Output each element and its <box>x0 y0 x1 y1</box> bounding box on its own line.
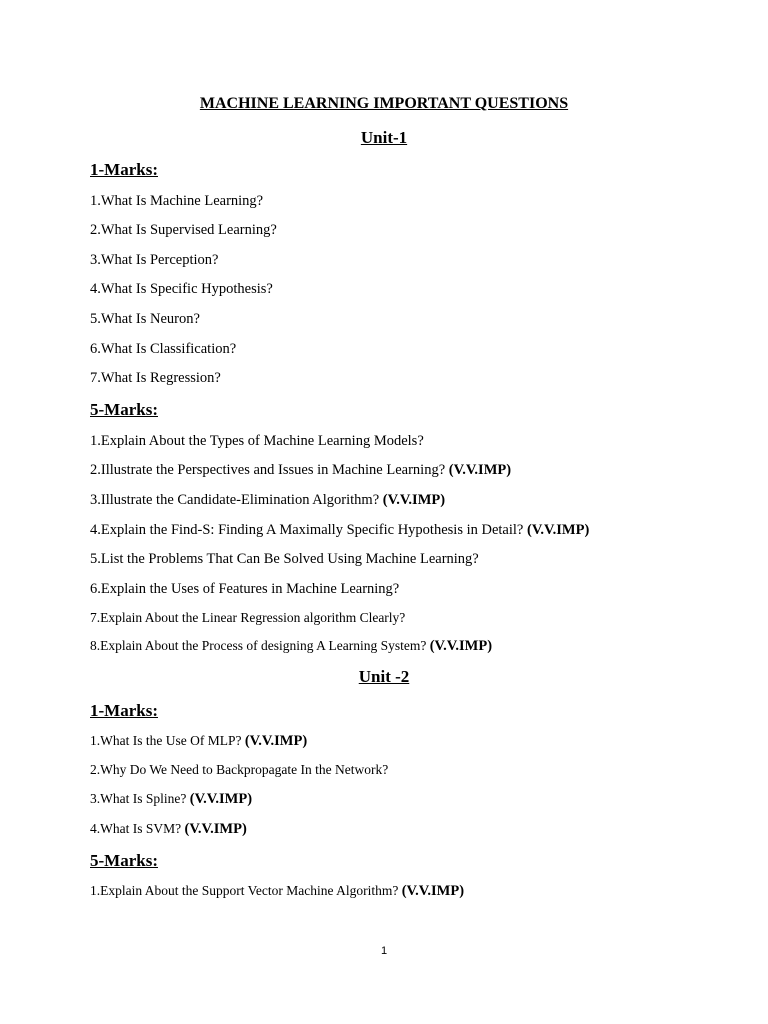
importance-tag: (V.V.IMP) <box>429 638 493 654</box>
unit-1-one-mark-question-1: 1.What Is Machine Learning? <box>90 193 264 209</box>
question-text: 3.What Is Spline? <box>90 791 190 806</box>
importance-tag: (V.V.IMP) <box>401 883 465 899</box>
question-text: 4.What Is SVM? <box>90 821 185 836</box>
unit-2-five-marks-heading: 5-Marks: <box>90 851 158 870</box>
question-text: 2.Why Do We Need to Backpropagate In the Network? <box>90 762 389 777</box>
unit-1-five-mark-question-6 <box>90 582 399 597</box>
question-text: 6.Explain the Uses of Features in Machine Learning? <box>90 581 400 597</box>
question-text: 5.List the Problems That Can Be Solved Using Machine Learning? <box>90 551 479 567</box>
question-text: 7.Explain About the Linear Regression algorithm Clearly? <box>90 610 406 625</box>
importance-tag: (V.V.IMP) <box>184 821 247 837</box>
page-number: 1 <box>380 945 388 957</box>
question-text: 1.What Is the Use Of MLP? <box>90 733 245 748</box>
unit-2-one-mark-question-3 <box>90 792 252 807</box>
unit-2-one-mark-question-2 <box>90 763 388 777</box>
unit-1-five-mark-question-1 <box>90 434 424 449</box>
question-text: 3.Illustrate the Candidate-Elimination Algorithm? <box>90 492 383 508</box>
unit-2-one-marks-heading: 1-Marks: <box>90 701 158 720</box>
document-title: MACHINE LEARNING IMPORTANT QUESTIONS <box>199 95 569 112</box>
unit-1-one-mark-question-7: 7.What Is Regression? <box>90 370 221 386</box>
unit-1-one-mark-question-4: 4.What Is Specific Hypothesis? <box>90 281 273 297</box>
unit-1-five-mark-question-3 <box>90 493 445 508</box>
unit-1-five-mark-question-7 <box>90 611 405 625</box>
unit-1-one-marks-heading: 1-Marks: <box>90 160 158 179</box>
unit-2-heading: Unit -2 <box>358 667 410 686</box>
question-text: 4.Explain the Find-S: Finding A Maximally Specific Hypothesis in Detail? <box>90 522 527 538</box>
unit-2-one-mark-question-4 <box>90 822 247 837</box>
unit-1-five-mark-question-4 <box>90 523 589 538</box>
question-text: 2.Illustrate the Perspectives and Issues in Machine Learning? <box>90 462 449 478</box>
importance-tag: (V.V.IMP) <box>244 733 308 749</box>
unit-2-one-mark-question-1 <box>90 734 307 749</box>
question-text: 1.Explain About the Support Vector Machine Algorithm? <box>90 883 402 898</box>
unit-1-five-mark-question-5 <box>90 552 479 567</box>
unit-1-five-mark-question-8 <box>90 639 492 654</box>
importance-tag: (V.V.IMP) <box>448 462 512 478</box>
unit-1-one-mark-question-2: 2.What Is Supervised Learning? <box>90 222 277 238</box>
question-text: 1.Explain About the Types of Machine Learning Models? <box>90 433 424 449</box>
unit-2-five-mark-question-1 <box>90 884 464 899</box>
importance-tag: (V.V.IMP) <box>189 791 253 807</box>
unit-1-five-marks-heading: 5-Marks: <box>90 400 158 419</box>
unit-1-one-mark-question-5: 5.What Is Neuron? <box>90 311 200 327</box>
unit-1-heading: Unit-1 <box>360 128 408 147</box>
importance-tag: (V.V.IMP) <box>382 492 446 508</box>
unit-1-five-mark-question-2 <box>90 463 511 478</box>
unit-1-one-mark-question-6: 6.What Is Classification? <box>90 341 237 357</box>
importance-tag: (V.V.IMP) <box>526 522 590 538</box>
unit-1-one-mark-question-3: 3.What Is Perception? <box>90 252 219 268</box>
question-text: 8.Explain About the Process of designing A Learning System? <box>90 638 430 653</box>
